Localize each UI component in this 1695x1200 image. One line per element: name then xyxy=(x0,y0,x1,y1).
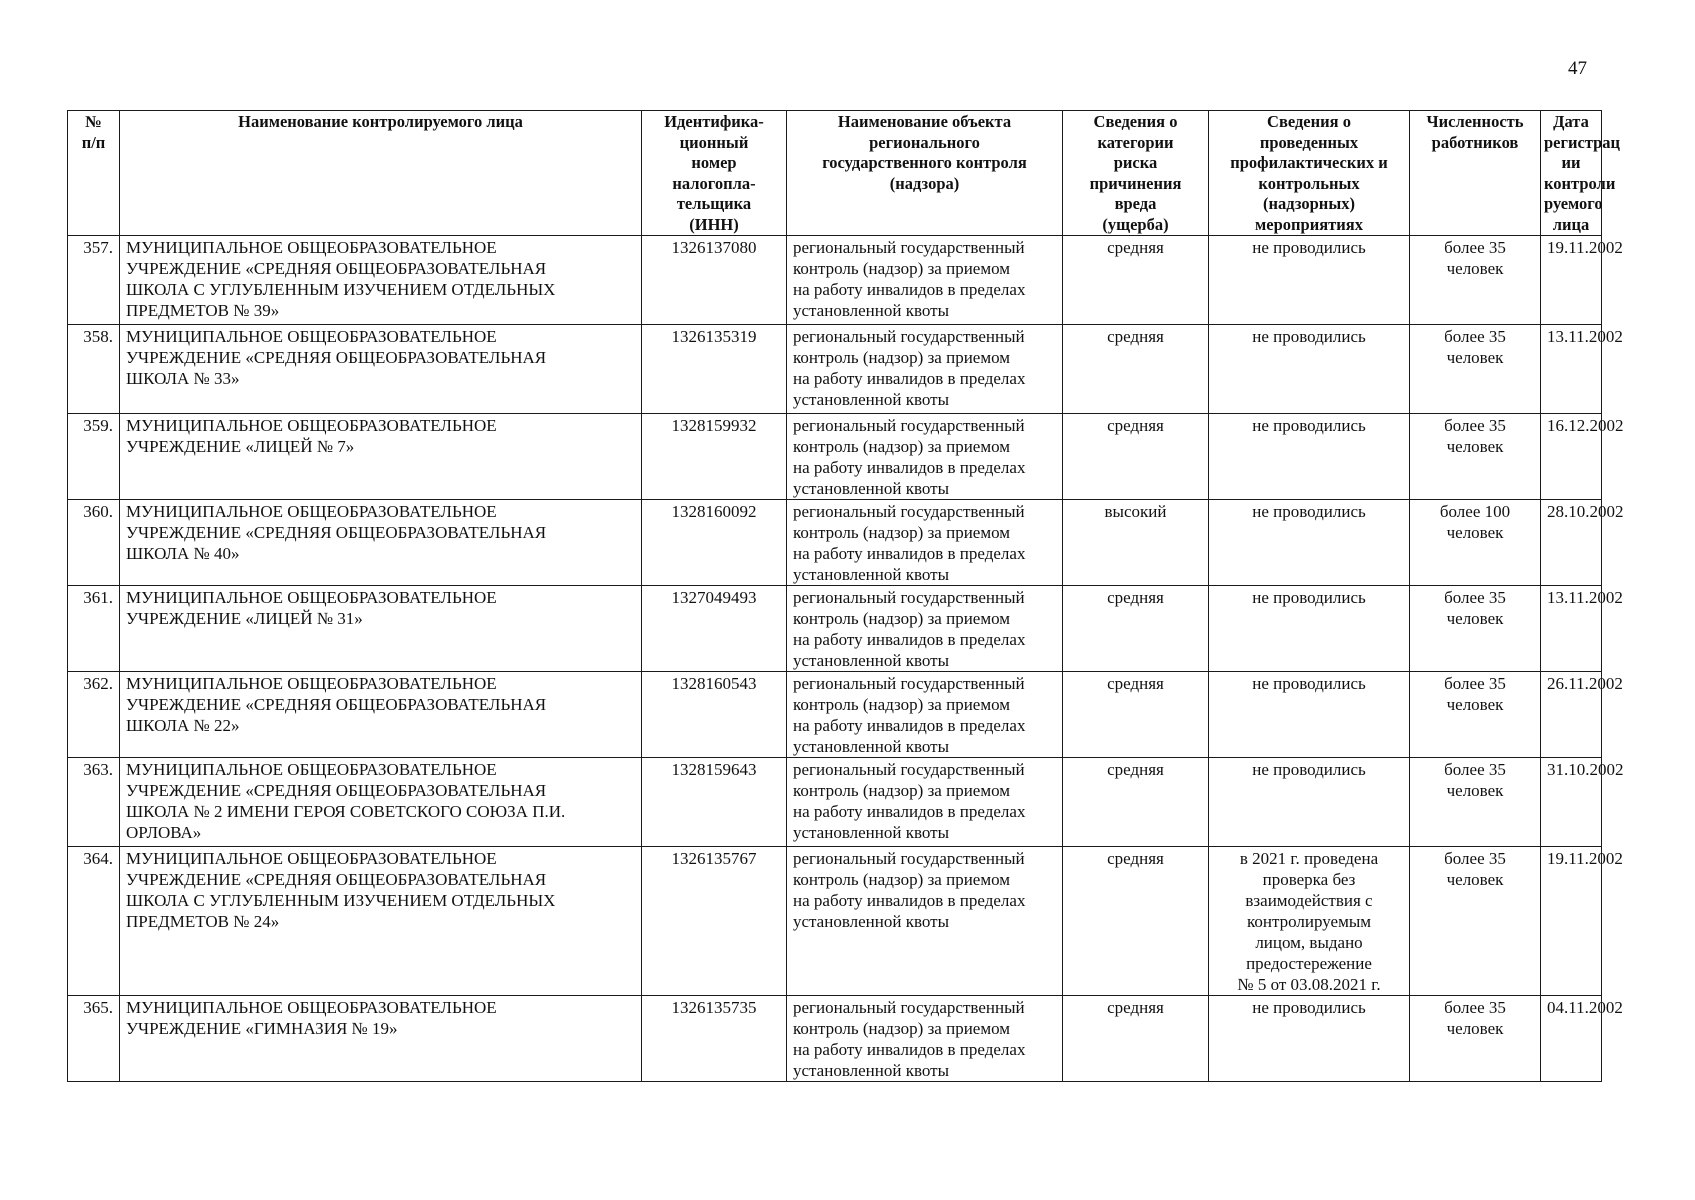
header-num: № п/п xyxy=(68,111,120,236)
staff-count: более 35 человек xyxy=(1410,758,1541,847)
header-inn: Идентифика- ционный номер налогопла- тельщика (ИНН) xyxy=(642,111,787,236)
risk-category: средняя xyxy=(1063,414,1209,500)
inspection-events: не проводились xyxy=(1209,758,1410,847)
entity-inn: 1328160543 xyxy=(642,672,787,758)
risk-category: средняя xyxy=(1063,672,1209,758)
row-number: 361. xyxy=(68,586,120,672)
header-date: Дата регистрац ии контроли руемого лица xyxy=(1541,111,1602,236)
row-number: 357. xyxy=(68,236,120,325)
control-object: региональный государственный контроль (надзор) за приемом на работу инвалидов в пределах установленной квоты xyxy=(787,414,1063,500)
entity-name: МУНИЦИПАЛЬНОЕ ОБЩЕОБРАЗОВАТЕЛЬНОЕ УЧРЕЖДЕНИЕ «СРЕДНЯЯ ОБЩЕОБРАЗОВАТЕЛЬНАЯ ШКОЛА № 22» xyxy=(120,672,642,758)
control-object: региональный государственный контроль (надзор) за приемом на работу инвалидов в пределах установленной квоты xyxy=(787,758,1063,847)
header-row xyxy=(68,111,1602,236)
entity-name: МУНИЦИПАЛЬНОЕ ОБЩЕОБРАЗОВАТЕЛЬНОЕ УЧРЕЖДЕНИЕ «СРЕДНЯЯ ОБЩЕОБРАЗОВАТЕЛЬНАЯ ШКОЛА С УГЛУБЛЕННЫМ ИЗУЧЕНИЕМ ОТДЕЛЬНЫХ ПРЕДМЕТОВ № 39» xyxy=(120,236,642,325)
entity-inn: 1326135319 xyxy=(642,325,787,414)
entity-inn: 1328159932 xyxy=(642,414,787,500)
header-risk: Сведения о категории риска причинения вреда (ущерба) xyxy=(1063,111,1209,236)
staff-count: более 35 человек xyxy=(1410,325,1541,414)
risk-category: средняя xyxy=(1063,996,1209,1082)
table-row xyxy=(68,325,1602,414)
entity-inn: 1327049493 xyxy=(642,586,787,672)
row-number: 359. xyxy=(68,414,120,500)
inspection-events: не проводились xyxy=(1209,996,1410,1082)
risk-category: средняя xyxy=(1063,847,1209,996)
table-row xyxy=(68,414,1602,500)
registration-date: 13.11.2002 xyxy=(1541,586,1602,672)
risk-category: средняя xyxy=(1063,325,1209,414)
control-object: региональный государственный контроль (надзор) за приемом на работу инвалидов в пределах установленной квоты xyxy=(787,586,1063,672)
staff-count: более 100 человек xyxy=(1410,500,1541,586)
entity-inn: 1326137080 xyxy=(642,236,787,325)
registration-date: 16.12.2002 xyxy=(1541,414,1602,500)
row-number: 358. xyxy=(68,325,120,414)
risk-category: средняя xyxy=(1063,758,1209,847)
registration-date: 04.11.2002 xyxy=(1541,996,1602,1082)
entity-inn: 1328160092 xyxy=(642,500,787,586)
staff-count: более 35 человек xyxy=(1410,847,1541,996)
control-object: региональный государственный контроль (надзор) за приемом на работу инвалидов в пределах установленной квоты xyxy=(787,996,1063,1082)
row-number: 363. xyxy=(68,758,120,847)
entity-name: МУНИЦИПАЛЬНОЕ ОБЩЕОБРАЗОВАТЕЛЬНОЕ УЧРЕЖДЕНИЕ «СРЕДНЯЯ ОБЩЕОБРАЗОВАТЕЛЬНАЯ ШКОЛА № 40» xyxy=(120,500,642,586)
risk-category: высокий xyxy=(1063,500,1209,586)
entity-name: МУНИЦИПАЛЬНОЕ ОБЩЕОБРАЗОВАТЕЛЬНОЕ УЧРЕЖДЕНИЕ «СРЕДНЯЯ ОБЩЕОБРАЗОВАТЕЛЬНАЯ ШКОЛА С УГЛУБЛЕННЫМ ИЗУЧЕНИЕМ ОТДЕЛЬНЫХ ПРЕДМЕТОВ № 24» xyxy=(120,847,642,996)
staff-count: более 35 человек xyxy=(1410,414,1541,500)
header-name: Наименование контролируемого лица xyxy=(120,111,642,236)
inspection-events: не проводились xyxy=(1209,325,1410,414)
table-row xyxy=(68,586,1602,672)
risk-category: средняя xyxy=(1063,236,1209,325)
staff-count: более 35 человек xyxy=(1410,586,1541,672)
header-events: Сведения о проведенных профилактических и контрольных (надзорных) мероприятиях xyxy=(1209,111,1410,236)
page-number: 47 xyxy=(1568,58,1587,79)
registration-date: 26.11.2002 xyxy=(1541,672,1602,758)
control-object: региональный государственный контроль (надзор) за приемом на работу инвалидов в пределах установленной квоты xyxy=(787,325,1063,414)
entity-inn: 1328159643 xyxy=(642,758,787,847)
inspection-events: не проводились xyxy=(1209,672,1410,758)
table-row xyxy=(68,758,1602,847)
registration-date: 19.11.2002 xyxy=(1541,236,1602,325)
inspection-events: не проводились xyxy=(1209,236,1410,325)
row-number: 360. xyxy=(68,500,120,586)
header-staff: Численность работников xyxy=(1410,111,1541,236)
registration-date: 13.11.2002 xyxy=(1541,325,1602,414)
table-row xyxy=(68,672,1602,758)
entity-name: МУНИЦИПАЛЬНОЕ ОБЩЕОБРАЗОВАТЕЛЬНОЕ УЧРЕЖДЕНИЕ «ЛИЦЕЙ № 31» xyxy=(120,586,642,672)
registration-date: 31.10.2002 xyxy=(1541,758,1602,847)
control-object: региональный государственный контроль (надзор) за приемом на работу инвалидов в пределах установленной квоты xyxy=(787,672,1063,758)
staff-count: более 35 человек xyxy=(1410,236,1541,325)
registry-table xyxy=(67,110,1624,1082)
control-object: региональный государственный контроль (надзор) за приемом на работу инвалидов в пределах установленной квоты xyxy=(787,236,1063,325)
entity-inn: 1326135767 xyxy=(642,847,787,996)
entity-name: МУНИЦИПАЛЬНОЕ ОБЩЕОБРАЗОВАТЕЛЬНОЕ УЧРЕЖДЕНИЕ «ГИМНАЗИЯ № 19» xyxy=(120,996,642,1082)
table-row xyxy=(68,847,1602,996)
entity-name: МУНИЦИПАЛЬНОЕ ОБЩЕОБРАЗОВАТЕЛЬНОЕ УЧРЕЖДЕНИЕ «СРЕДНЯЯ ОБЩЕОБРАЗОВАТЕЛЬНАЯ ШКОЛА № 2 ИМЕНИ ГЕРОЯ СОВЕТСКОГО СОЮЗА П.И. ОРЛОВА» xyxy=(120,758,642,847)
row-number: 364. xyxy=(68,847,120,996)
inspection-events: не проводились xyxy=(1209,586,1410,672)
registration-date: 28.10.2002 xyxy=(1541,500,1602,586)
staff-count: более 35 человек xyxy=(1410,672,1541,758)
inspection-events: не проводились xyxy=(1209,500,1410,586)
staff-count: более 35 человек xyxy=(1410,996,1541,1082)
inspection-events: не проводились xyxy=(1209,414,1410,500)
header-object: Наименование объекта регионального государственного контроля (надзора) xyxy=(787,111,1063,236)
inspection-events: в 2021 г. проведена проверка без взаимодействия с контролируемым лицом, выдано предостережение № 5 от 03.08.2021 г. xyxy=(1209,847,1410,996)
entity-name: МУНИЦИПАЛЬНОЕ ОБЩЕОБРАЗОВАТЕЛЬНОЕ УЧРЕЖДЕНИЕ «ЛИЦЕЙ № 7» xyxy=(120,414,642,500)
registration-date: 19.11.2002 xyxy=(1541,847,1602,996)
table-row xyxy=(68,996,1602,1082)
table-row xyxy=(68,500,1602,586)
table-row xyxy=(68,236,1602,325)
entity-name: МУНИЦИПАЛЬНОЕ ОБЩЕОБРАЗОВАТЕЛЬНОЕ УЧРЕЖДЕНИЕ «СРЕДНЯЯ ОБЩЕОБРАЗОВАТЕЛЬНАЯ ШКОЛА № 33» xyxy=(120,325,642,414)
control-object: региональный государственный контроль (надзор) за приемом на работу инвалидов в пределах установленной квоты xyxy=(787,847,1063,996)
row-number: 365. xyxy=(68,996,120,1082)
control-object: региональный государственный контроль (надзор) за приемом на работу инвалидов в пределах установленной квоты xyxy=(787,500,1063,586)
risk-category: средняя xyxy=(1063,586,1209,672)
entity-inn: 1326135735 xyxy=(642,996,787,1082)
row-number: 362. xyxy=(68,672,120,758)
